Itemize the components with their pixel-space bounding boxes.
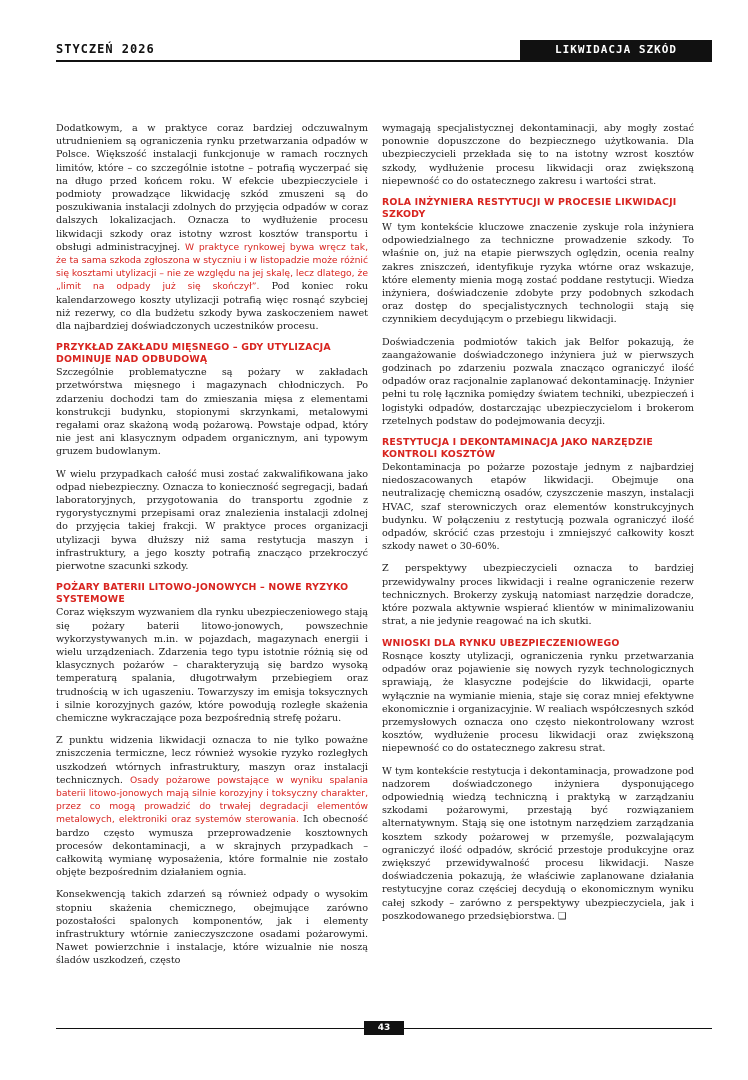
- header-rule: [56, 60, 712, 62]
- highlight-quote: W praktyce rynkowej bywa wręcz tak, że ta sama szkoda zgłoszona w styczniu i w listopadzie może różnić się kosztami utylizacji – nie ze względu na jej skalę, lecz dlatego, że „limit na odpady już się skończył”.: [56, 241, 368, 293]
- highlight-quote: Osady pożarowe powstające w wyniku spalania baterii litowo-jonowych mają silnie korozyjny i toksyczny charakter, przez co mogą prowadzić do trwałej degradacji elementów metalowych, elektroniki oraz systemów sterowania.: [56, 774, 368, 826]
- page-header: [56, 40, 712, 62]
- heading-conclusions: WNIOSKI DLA RYNKU UBEZPIECZENIOWEGO: [382, 637, 620, 649]
- heading-restitution: RESTYTUCJA I DEKONTAMINACJA JAKO NARZĘDZIE KONTROLI KOSZTÓW: [382, 437, 653, 460]
- issue-date: STYCZEŃ 2026: [56, 42, 155, 56]
- paragraph: W wielu przypadkach całość musi zostać zakwalifikowana jako odpad niebezpieczny. Oznacza to konieczność segregacji, badań laboratoryjnych, przygotowania do transportu zgodnie z rygorystycznymi przepisami oraz znalezienia instalacji zdolnej do przyjęcia takiej frakcji. W praktyce proces organizacji utylizacji bywa dłuższy niż sama restytucja maszyn i infrastruktury, a jego koszty potrafią znacząco przekroczyć pierwotne szacunki szkody.: [56, 468, 368, 573]
- page-number: 43: [364, 1021, 404, 1035]
- paragraph: Szczególnie problematyczne są pożary w zakładach przetwórstwa mięsnego i magazynach chłodniczych. Po zdarzeniu dochodzi tam do zmieszania mięsa z elementami konstrukcji budynku, stopionymi skrzynkami, metalowymi regałami oraz skażoną wodą pożarową. Powstaje odpad, który nie jest ani klasycznym odpadem organicznym, ani typowym gruzem budowlanym.: [56, 367, 368, 458]
- paragraph: Rosnące koszty utylizacji, ograniczenia rynku przetwarzania odpadów oraz pojawienie się nowych ryzyk technologicznych sprawiają, że klasyczne podejście do likwidacji, oparte wyłącznie na wymianie mienia, staje się coraz mniej efektywne ekonomicznie i organizacyjnie. W realiach współczesnych szkód przemysłowych oznacza ono często niekontrolowany wzrost kosztów, wydłużenie procesu likwidacji oraz zwiększoną niepewność co do ostatecznego zakresu strat.: [382, 651, 694, 755]
- paragraph: [382, 765, 694, 923]
- left-column: [56, 122, 368, 977]
- text: Dodatkowym, a w praktyce coraz bardziej odczuwalnym utrudnieniem są ograniczenia rynku przetwarzania odpadów w Polsce. Większość instalacji funkcjonuje w ramach rocznych limitów, które – co szczególnie istotne – potrafią wyczerpać się na długo przed końcem roku. W efekcie ubezpieczyciele i podmioty prowadzące likwidację szkód zmuszeni są do poszukiwania instalacji zdolnych do przyjęcia odpadów w coraz dalszych lokalizacjach. Oznacza to wydłużenie procesu likwidacji szkody oraz istotny wzrost kosztów transportu i obsługi administracyjnej.: [56, 123, 368, 253]
- paragraph: Konsekwencją takich zdarzeń są również odpady o wysokim stopniu skażenia chemicznego, obejmujące zarówno pozostałości spalonych komponentów, jak i elementy infrastruktury wtórnie zanieczyszczone osadami pożarowymi. Nawet powierzchnie i instalacje, które wizualnie nie noszą śladów uszkodzeń, często: [56, 889, 368, 967]
- heading-battery-fires: POŻARY BATERII LITOWO-JONOWYCH – NOWE RYZYKO SYSTEMOWE: [56, 582, 349, 605]
- page-footer: [56, 1021, 712, 1035]
- end-mark-icon: ❏: [557, 910, 567, 922]
- text: Pod koniec roku kalendarzowego koszty utylizacji potrafią więc rosnąć szybciej niż rezerwy, co dla budżetu szkody bywa zaskoczeniem nawet dla najbardziej doświadczonych uczestników procesu.: [56, 281, 368, 333]
- paragraph: Dekontaminacja po pożarze pozostaje jednym z najbardziej niedoszacowanych etapów likwidacji. Obejmuje ona neutralizację chemiczną osadów, czyszczenie maszyn, instalacji HVAC, szaf sterowniczych oraz elementów konstrukcyjnych budynku. W połączeniu z restytucją pozwala ograniczyć ilość odpadów, skrócić czas przestoju i zmniejszyć całkowity koszt szkody nawet o 30-60%.: [382, 462, 694, 553]
- right-column: [382, 122, 694, 932]
- section-title: LIKWIDACJA SZKÓD: [520, 40, 712, 60]
- paragraph: Coraz większym wyzwaniem dla rynku ubezpieczeniowego stają się pożary baterii litowo-jonowych, powszechnie wykorzystywanych m.in. w pojazdach, magazynach energii i wielu urządzeniach. Zdarzenia tego typu istotnie różnią się od klasycznych pożarów – charakteryzują się bardzo wysoką temperaturą spalania, długotrwałym przebiegiem oraz trudnością w ich ugaszeniu. Towarzyszy im emisja toksycznych i silnie korozyjnych gazów, które powodują rozległe skażenia chemiczne wykraczające poza bezpośrednią strefę pożaru.: [56, 607, 368, 724]
- text: Z punktu widzenia likwidacji oznacza to nie tylko poważne zniszczenia termiczne, lecz również wysokie ryzyko rozległych uszkodzeń wtórnych infrastruktury, maszyn oraz instalacji technicznych.: [56, 735, 368, 786]
- paragraph: Z perspektywy ubezpieczycieli oznacza to bardziej przewidywalny proces likwidacji i realne ograniczenie rezerw technicznych. Brokerzy zyskują natomiast narzędzie doradcze, które pozwala aktywnie wspierać klientów w minimalizowaniu strat, a nie jedynie reagować na ich skutki.: [382, 563, 694, 628]
- heading-engineer-role: ROLA INŻYNIERA RESTYTUCJI W PROCESIE LIKWIDACJI SZKODY: [382, 197, 677, 220]
- paragraph: [56, 122, 368, 333]
- paragraph: [56, 734, 368, 879]
- paragraph: W tym kontekście kluczowe znaczenie zyskuje rola inżyniera odpowiedzialnego za techniczne prowadzenie szkody. To właśnie on, już na etapie pierwszych oględzin, ocenia realny zakres zniszczeń, identyfikuje ryzyka wtórne oraz wskazuje, które elementy mienia mogą zostać poddane restytucji. Wiedza inżyniera, doświadczenie zdobyte przy podobnych szkodach oraz dostęp do specjalistycznych technologii stają się czynnikiem decydującym o przebiegu likwidacji.: [382, 222, 694, 326]
- heading-meat-plant: PRZYKŁAD ZAKŁADU MIĘSNEGO – GDY UTYLIZACJA DOMINUJE NAD ODBUDOWĄ: [56, 342, 331, 365]
- text: Ich obecność bardzo często wymusza przeprowadzenie kosztownych procesów dekontaminacji, a w skrajnych przypadkach – całkowitą wymianę wyposażenia, które formalnie nie zostało objęte bezpośrednim działaniem ognia.: [56, 814, 368, 879]
- paragraph: Doświadczenia podmiotów takich jak Belfor pokazują, że zaangażowanie doświadczonego inżyniera już w pierwszych godzinach po zdarzeniu pozwala znacząco ograniczyć ilość odpadów oraz racjonalnie zaplanować dekontaminację. Inżynier pełni tu rolę łącznika pomiędzy światem techniki, ubezpieczeń i logistyki odpadów, dostarczając ubezpieczycielom i brokerom rzetelnych podstaw do podejmowania decyzji.: [382, 336, 694, 427]
- text: W tym kontekście restytucja i dekontaminacja, prowadzone pod nadzorem doświadczonego inżyniera dysponującego odpowiednią wiedzą techniczną i praktyką w zarządzaniu szkodami pożarowymi, przestają być rozwiązaniem alternatywnym. Stają się one istotnym narzędziem zarządzania kosztem szkody pożarowej w przemyśle, pozwalającym ograniczyć ilość odpadów, skrócić przestoje produkcyjne oraz zwiększyć przewidywalność procesu likwidacji. Nasze doświadczenia pokazują, że właściwie zaplanowane działania restytucyjne coraz częściej decydują o ekonomicznym wyniku całej szkody – zarówno z perspektywy ubezpieczyciela, jak i poszkodowanego przedsiębiorstwa.: [382, 765, 694, 922]
- paragraph: wymagają specjalistycznej dekontaminacji, aby mogły zostać ponownie dopuszczone do bezpiecznego użytkowania. Dla ubezpieczycieli przekłada się to na istotny wzrost kosztów szkody, wydłużenie procesu likwidacji oraz zwiększoną niepewność co do ostatecznego zakresu i wartości strat.: [382, 123, 694, 187]
